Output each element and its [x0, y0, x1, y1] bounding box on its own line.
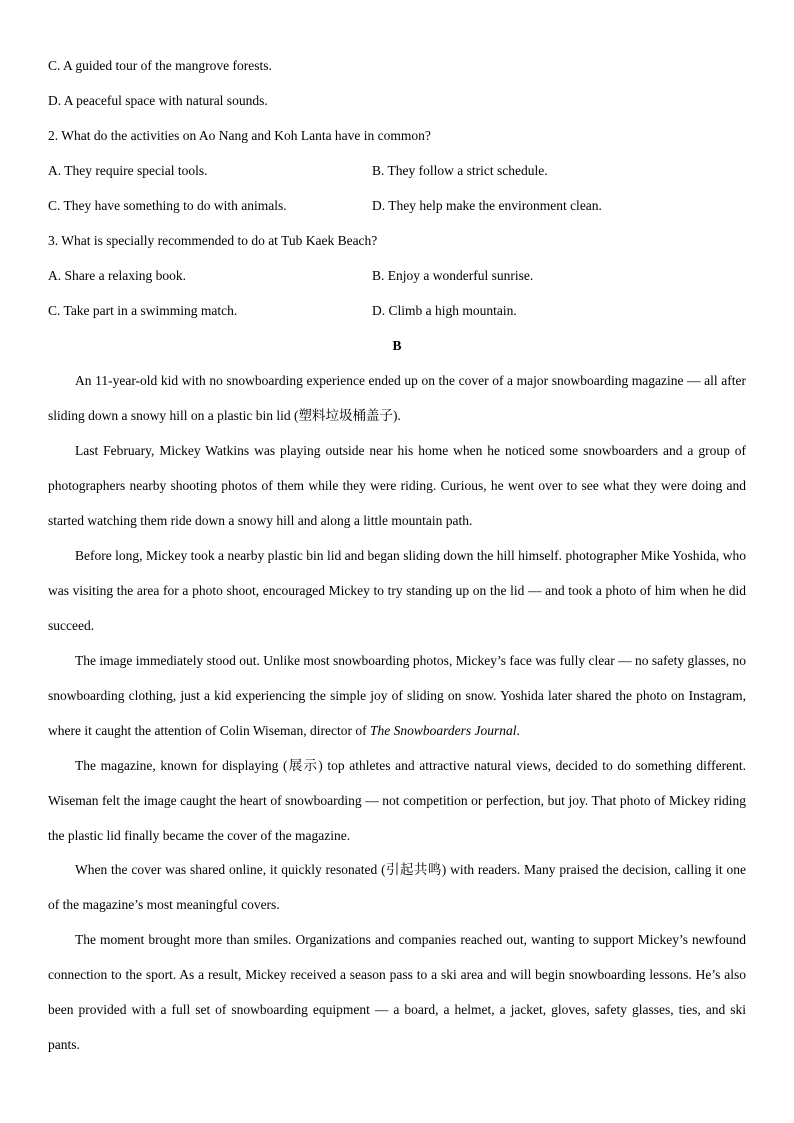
paragraph-7: The moment brought more than smiles. Organizations and companies reached out, wanting to support Mickey’s newfound connection to the sport. As a result, Mickey received a season pass to a ski area and will begin snowboarding lessons. He’s also been provided with a full set of snowboarding equipment — a board, a helmet, a jacket, gloves, safety glasses, ties, and ski pants. [48, 932, 746, 1052]
q3-option-b: B. Enjoy a wonderful sunrise. [372, 268, 534, 283]
q1-option-d: D. A peaceful space with natural sounds. [48, 93, 268, 108]
q3-option-c: C. Take part in a swimming match. [48, 303, 238, 318]
paragraph-1: An 11-year-old kid with no snowboarding experience ended up on the cover of a major snowboarding magazine — all after sliding down a snowy hill on a plastic bin lid (塑料垃圾桶盖子). [48, 373, 746, 423]
paragraph-5: The magazine, known for displaying (展示) top athletes and attractive natural views, decided to do something different. Wiseman felt the image caught the heart of snowboarding — not competition or perfection, but joy. That photo of Mickey riding the plastic lid finally became the cover of the magazine. [48, 758, 746, 843]
q3-option-d: D. Climb a high mountain. [372, 303, 517, 318]
paragraph-4-text: The image immediately stood out. Unlike most snowboarding photos, Mickey’s face was fully clear — no safety glasses, no snowboarding clothing, just a kid experiencing the simple joy of sliding on snow. Yoshida later shared the photo on Instagram, where it caught the attention of Colin Wiseman, director of [48, 653, 746, 738]
paragraph-4 [48, 643, 746, 748]
q1-option-c: C. A guided tour of the mangrove forests. [48, 58, 272, 73]
q2-stem: 2. What do the activities on Ao Nang and Koh Lanta have in common? [48, 128, 431, 143]
paragraph-4-end: . [516, 723, 520, 738]
paragraph-6: When the cover was shared online, it quickly resonated (引起共鸣) with readers. Many praised the decision, calling it one of the magazine’s most meaningful covers. [48, 862, 746, 912]
paragraph-3: Before long, Mickey took a nearby plastic bin lid and began sliding down the hill himself. photographer Mike Yoshida, who was visiting the area for a photo shoot, encouraged Mickey to try standing up on the lid — and took a photo of him when he did succeed. [48, 548, 746, 633]
q3-stem: 3. What is specially recommended to do at Tub Kaek Beach? [48, 233, 378, 248]
q3-option-a: A. Share a relaxing book. [48, 268, 186, 283]
section-heading: B [392, 338, 402, 353]
magazine-title: The Snowboarders Journal [370, 723, 517, 738]
q2-option-c: C. They have something to do with animals. [48, 198, 287, 213]
paragraph-2: Last February, Mickey Watkins was playing outside near his home when he noticed some snowboarders and a group of photographers nearby shooting photos of them while they were riding. Curious, he went over to see what they were doing and started watching them ride down a snowy hill and along a little mountain path. [48, 443, 746, 528]
q2-option-a: A. They require special tools. [48, 163, 208, 178]
q2-option-d: D. They help make the environment clean. [372, 198, 602, 213]
q2-option-b: B. They follow a strict schedule. [372, 163, 548, 178]
